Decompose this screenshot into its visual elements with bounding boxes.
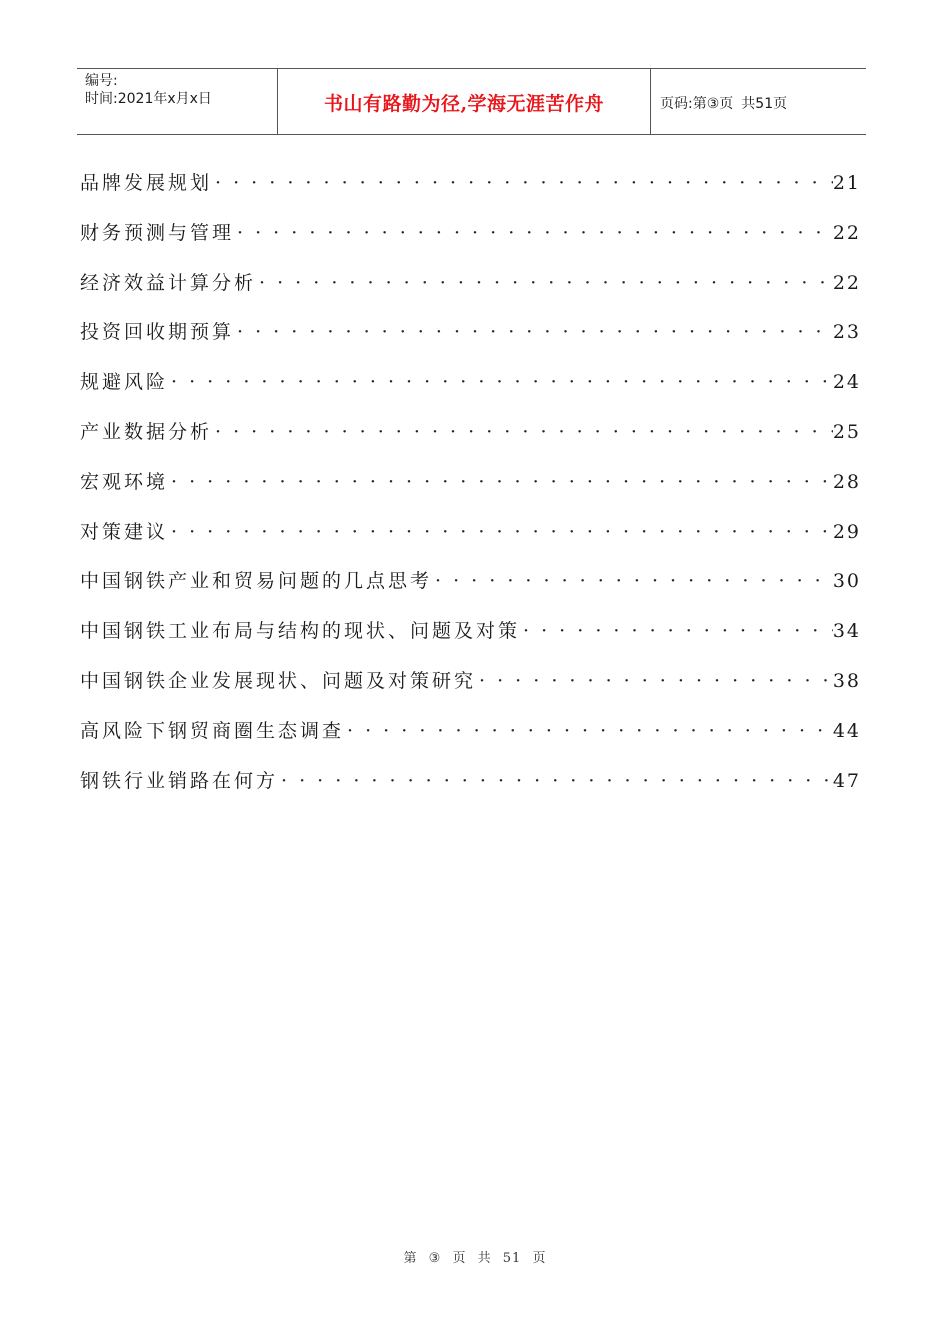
toc-entry-page: 34 bbox=[832, 620, 861, 643]
toc-dot-leader bbox=[234, 315, 833, 349]
toc-dot-leader bbox=[234, 216, 833, 250]
toc-entry-title: 规避风险 bbox=[80, 371, 169, 394]
doc-time-label: 时间:2021年x月x日 bbox=[85, 91, 212, 107]
toc-entry-title: 品牌发展规划 bbox=[80, 172, 213, 194]
table-of-contents bbox=[80, 166, 861, 813]
toc-entry[interactable] bbox=[80, 714, 861, 764]
toc-entry[interactable] bbox=[80, 315, 861, 365]
header-meta bbox=[77, 69, 278, 134]
header-total-label: 共51页 bbox=[741, 95, 788, 112]
toc-entry[interactable] bbox=[80, 664, 861, 714]
toc-entry-page: 21 bbox=[832, 172, 861, 194]
header-page-info bbox=[651, 69, 866, 134]
toc-dot-leader bbox=[476, 664, 833, 698]
toc-entry-page: 22 bbox=[832, 271, 861, 294]
toc-entry-page: 22 bbox=[832, 221, 861, 244]
toc-entry[interactable] bbox=[80, 365, 861, 415]
toc-entry[interactable] bbox=[80, 415, 861, 465]
toc-entry[interactable] bbox=[80, 266, 861, 316]
toc-entry-title: 宏观环境 bbox=[80, 470, 169, 493]
toc-entry-page: 47 bbox=[832, 769, 861, 792]
toc-entry[interactable] bbox=[80, 564, 861, 614]
toc-entry-title: 产业数据分析 bbox=[80, 420, 213, 443]
toc-dot-leader bbox=[278, 764, 833, 798]
toc-entry-title: 对策建议 bbox=[80, 520, 169, 543]
toc-entry[interactable] bbox=[80, 614, 861, 664]
toc-dot-leader bbox=[212, 166, 833, 200]
toc-entry-title: 中国钢铁企业发展现状、问题及对策研究 bbox=[80, 669, 477, 692]
toc-entry[interactable] bbox=[80, 465, 861, 515]
footer-total-pages: 51 bbox=[502, 1251, 522, 1266]
toc-entry-title: 中国钢铁产业和贸易问题的几点思考 bbox=[80, 570, 433, 593]
toc-dot-leader bbox=[256, 266, 833, 300]
toc-entry-title: 财务预测与管理 bbox=[80, 221, 235, 244]
toc-dot-leader bbox=[432, 564, 833, 598]
toc-dot-leader bbox=[168, 515, 833, 549]
toc-entry-title: 中国钢铁工业布局与结构的现状、问题及对策 bbox=[80, 620, 521, 643]
motto-text: 书山有路勤为径,学海无涯苦作舟 bbox=[323, 93, 605, 115]
toc-entry[interactable] bbox=[80, 515, 861, 565]
toc-entry-page: 38 bbox=[832, 669, 861, 692]
toc-entry-page: 30 bbox=[832, 570, 861, 593]
footer-total-prefix: 共 bbox=[477, 1251, 492, 1266]
footer-suffix: 页 bbox=[532, 1251, 547, 1266]
toc-entry-page: 23 bbox=[832, 321, 861, 344]
toc-entry-title: 钢铁行业销路在何方 bbox=[80, 769, 279, 792]
toc-entry-title: 投资回收期预算 bbox=[80, 321, 235, 344]
toc-dot-leader bbox=[168, 365, 833, 399]
toc-entry-page: 29 bbox=[832, 520, 861, 543]
toc-dot-leader bbox=[212, 415, 833, 449]
doc-number-label: 编号: bbox=[85, 73, 118, 89]
toc-entry-page: 25 bbox=[832, 420, 861, 443]
toc-entry-title: 经济效益计算分析 bbox=[80, 271, 257, 294]
toc-dot-leader bbox=[344, 714, 833, 748]
footer-prefix: 第 bbox=[403, 1251, 418, 1266]
toc-dot-leader bbox=[520, 614, 833, 648]
toc-dot-leader bbox=[168, 465, 833, 499]
footer-page-word: 页 bbox=[452, 1251, 467, 1266]
footer-current-page: ③ bbox=[428, 1251, 442, 1266]
toc-entry-page: 44 bbox=[832, 719, 861, 742]
page-header bbox=[77, 68, 866, 135]
toc-entry[interactable] bbox=[80, 166, 861, 216]
toc-entry[interactable] bbox=[80, 216, 861, 266]
toc-entry-title: 高风险下钢贸商圈生态调查 bbox=[80, 719, 345, 742]
toc-entry[interactable] bbox=[80, 764, 861, 814]
toc-entry-page: 28 bbox=[832, 470, 861, 493]
page-footer bbox=[0, 1247, 950, 1266]
header-motto-cell bbox=[278, 69, 651, 134]
header-page-label: 页码:第③页 bbox=[660, 95, 734, 112]
toc-entry-page: 24 bbox=[832, 371, 861, 394]
